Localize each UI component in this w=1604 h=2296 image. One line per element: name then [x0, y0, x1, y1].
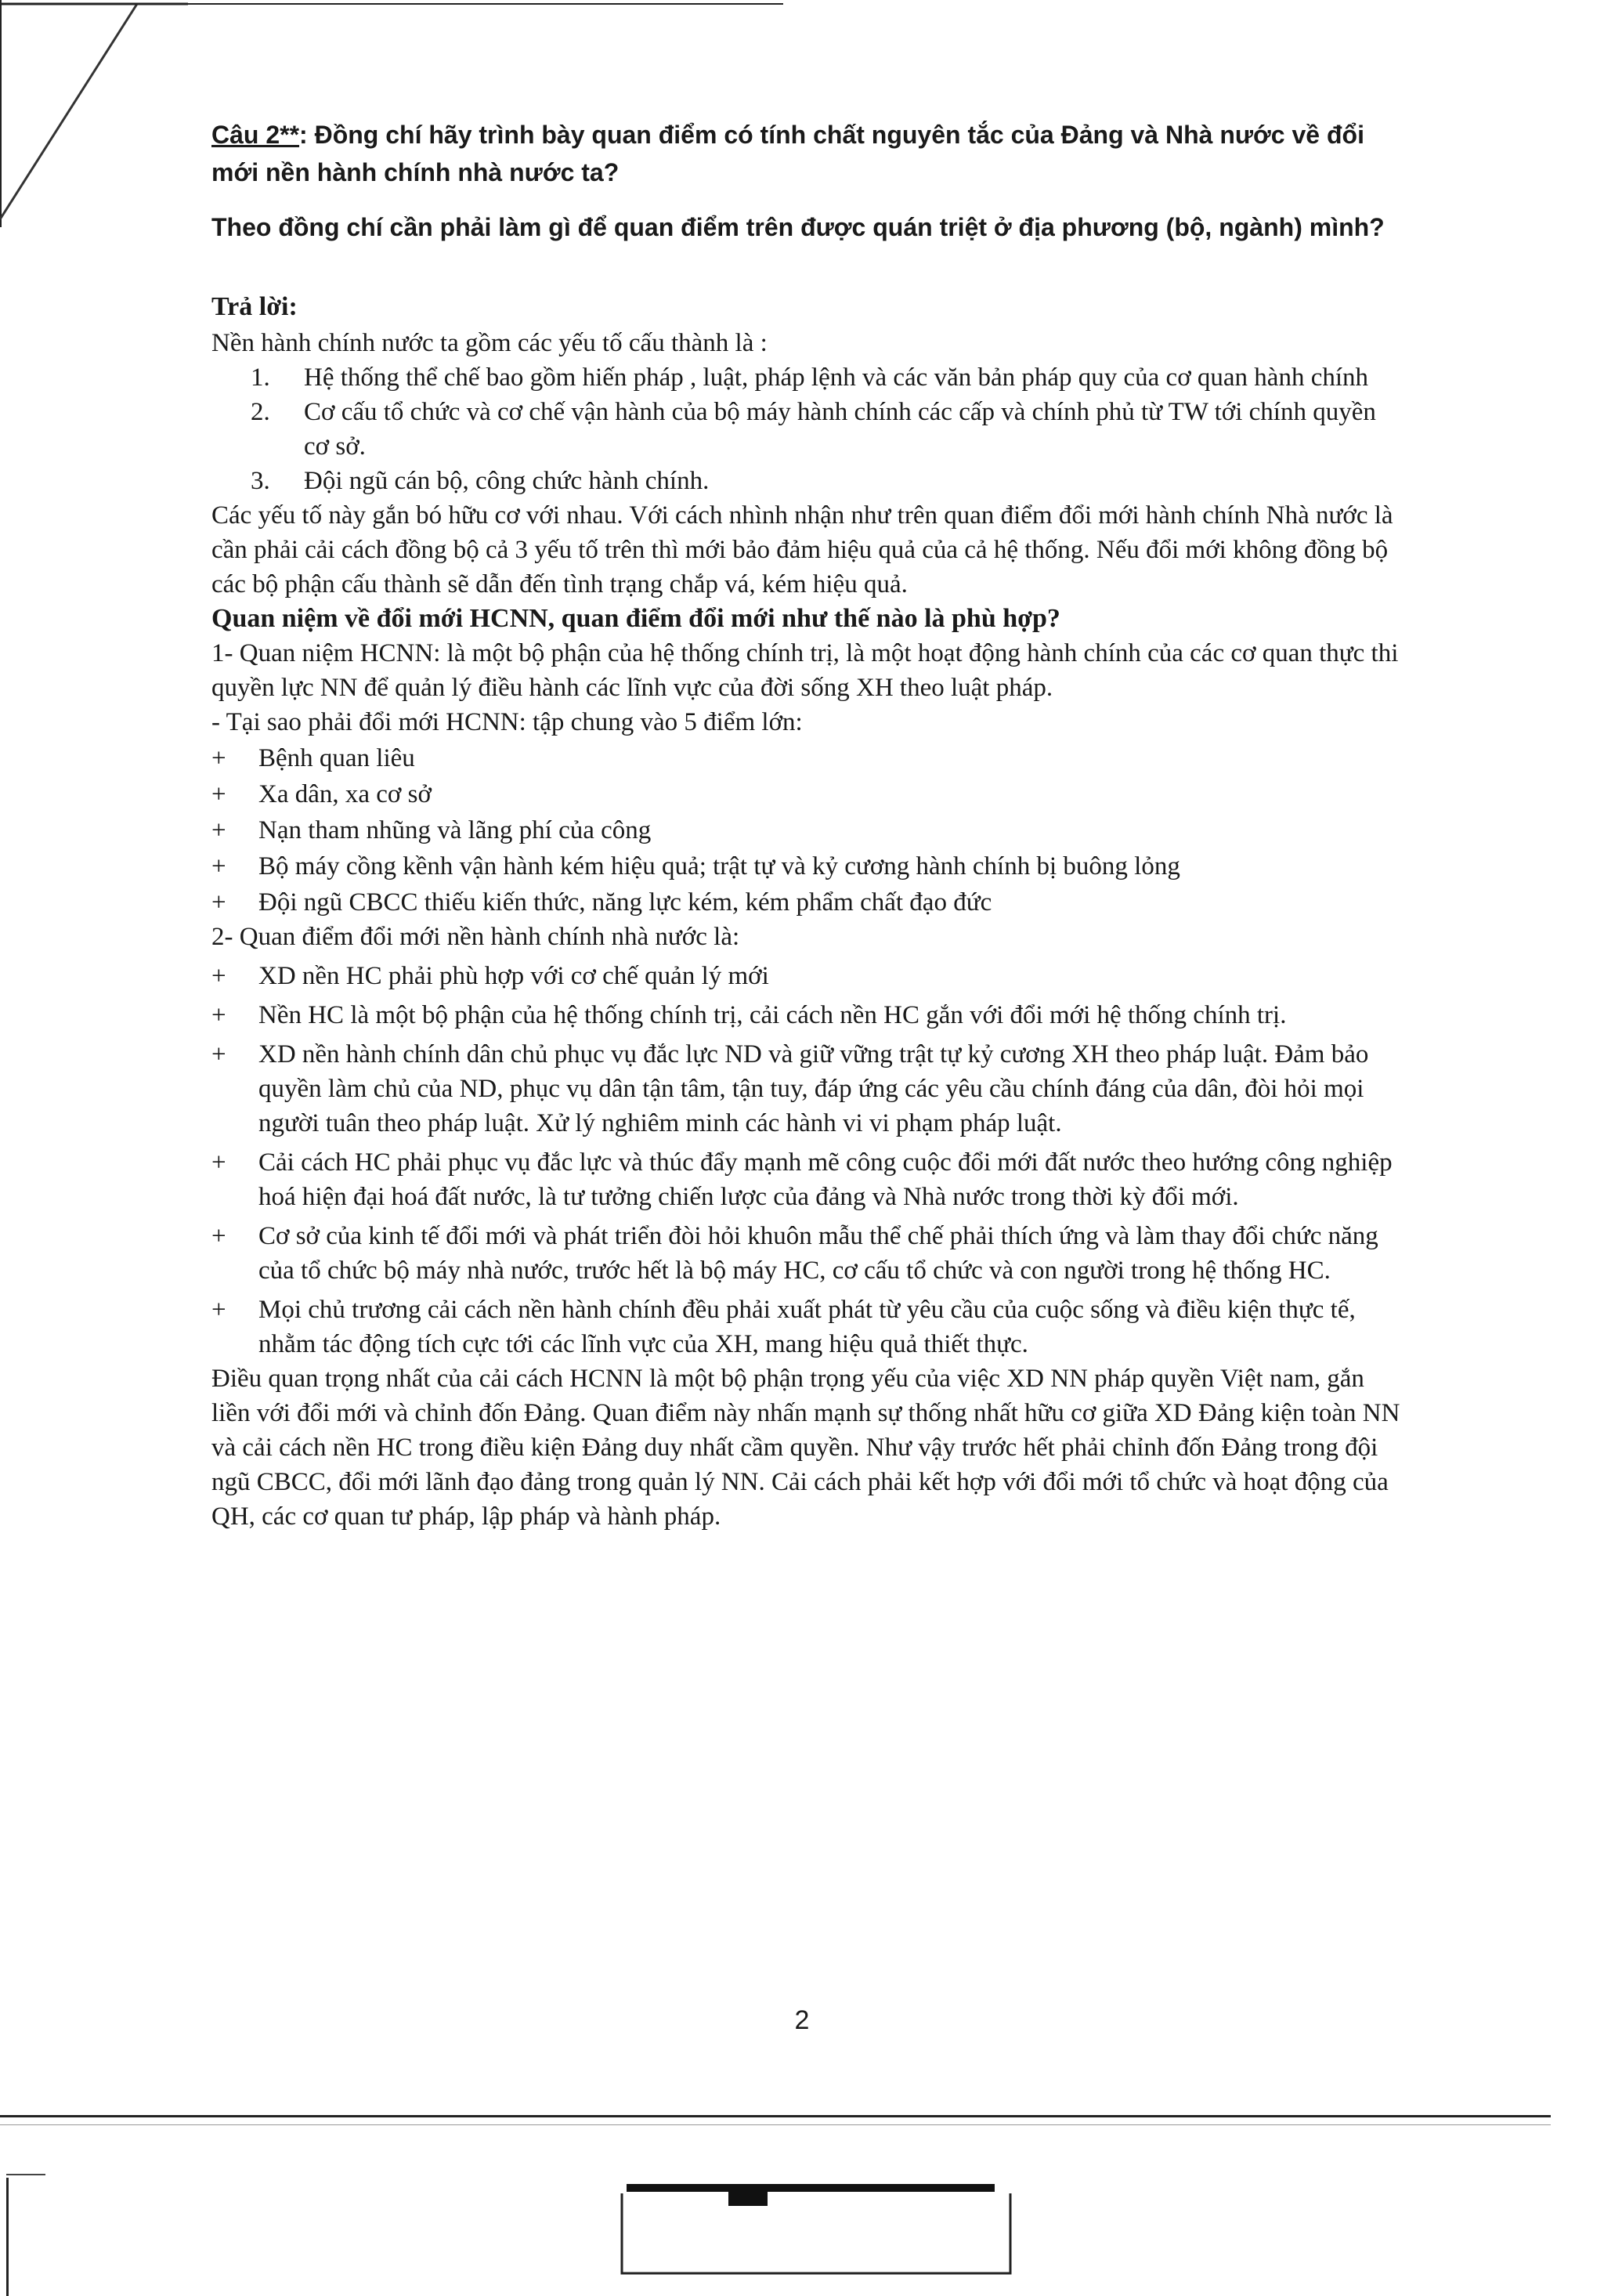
- question-label: Câu 2**: [211, 121, 300, 149]
- list-item: [211, 1037, 1406, 1141]
- component-list: [211, 360, 1406, 498]
- bottom-rule-faint: [0, 2124, 1551, 2125]
- list-text: Bệnh quan liêu: [258, 744, 415, 772]
- components-note: Các yếu tố này gắn bó hữu cơ với nhau. Với cách nhình nhận như trên quan điểm đổi mới hành chính Nhà nước là cần phải cải cách đồng bộ cả 3 yếu tố trên thì mới bảo đảm hiệu quả của cả hệ thống. Nếu đổi mới không đồng bộ các bộ phận cấu thành sẽ dẫn đến tình trạng chắp vá, kém hiệu quả.: [211, 501, 1393, 598]
- left-edge-mark-horizontal: [6, 2174, 45, 2175]
- list-item: [211, 849, 1406, 884]
- list-text: Cải cách HC phải phục vụ đắc lực và thúc đẩy mạnh mẽ công cuộc đổi mới đất nước theo hướng công nghiệp hoá hiện đại hoá đất nước, là tư tưởng chiến lược của đảng và Nhà nước trong thời kỳ đổi mới.: [258, 1148, 1393, 1211]
- why-intro: - Tại sao phải đổi mới HCNN: tập chung vào 5 điểm lớn:: [211, 708, 803, 736]
- conclusion-paragraph: Điều quan trọng nhất của cải cách HCNN là một bộ phận trọng yếu của việc XD NN pháp quyền Việt nam, gắn liền với đổi mới và chỉnh đốn Đảng. Quan điểm này nhấn mạnh sự thống nhất hữu cơ giữa XD Đảng kiện toàn NN và cải cách nền HC trong điều kiện Đảng duy nhất cầm quyền. Như vậy trước hết phải chỉnh đốn Đảng trong đội ngũ CBCC, đổi mới lãnh đạo đảng trong quản lý NN. Cải cách phải kết hợp với đổi mới tổ chức và hoạt động của QH, các cơ quan tư pháp, lập pháp và hành pháp.: [211, 1365, 1400, 1531]
- list-number: 2.: [251, 398, 270, 426]
- list-item: [211, 1145, 1406, 1214]
- list-item: [211, 959, 1406, 993]
- list-text: Cơ sở của kinh tế đổi mới và phát triển đòi hỏi khuôn mẫu thể chế phải thích ứng và làm thay đổi chức năng của tổ chức bộ máy nhà nước, trước hết là bộ máy HC, cơ cấu tổ chức và con người trong hệ thống HC.: [258, 1222, 1378, 1285]
- viewpoint-intro: 2- Quan điểm đổi mới nền hành chính nhà nước là:: [211, 923, 740, 951]
- document-page: [211, 116, 1406, 1534]
- list-text: Cơ cấu tổ chức và cơ chế vận hành của bộ máy hành chính các cấp và chính phủ từ TW tới chính quyền cơ sở.: [304, 398, 1376, 461]
- bullet-symbol: +: [211, 1296, 226, 1324]
- viewpoints-list: [211, 959, 1406, 1361]
- list-item: [211, 998, 1406, 1032]
- list-text: Hệ thống thể chế bao gồm hiến pháp , luật, pháp lệnh và các văn bản pháp quy của cơ quan hành chính: [304, 363, 1369, 392]
- bottom-rule: [0, 2115, 1551, 2117]
- list-item: [211, 395, 1406, 464]
- section-heading: Quan niệm về đổi mới HCNN, quan điểm đổi mới như thế nào là phù hợp?: [211, 604, 1060, 633]
- list-item: [211, 885, 1406, 920]
- list-text: Bộ máy cồng kềnh vận hành kém hiệu quả; trật tự và kỷ cương hành chính bị buông lỏng: [258, 852, 1180, 880]
- bullet-symbol: +: [211, 744, 226, 772]
- answer-intro: Nền hành chính nước ta gồm các yếu tố cấu thành là :: [211, 329, 768, 357]
- list-text: Đội ngũ CBCC thiếu kiến thức, năng lực kém, kém phẩm chất đạo đức: [258, 888, 992, 917]
- list-text: XD nền HC phải phù hợp với cơ chế quản lý mới: [258, 962, 769, 990]
- list-item: [211, 741, 1406, 776]
- list-item: [211, 813, 1406, 848]
- list-text: Mọi chủ trương cải cách nền hành chính đều phải xuất phát từ yêu cầu của cuộc sống và điều kiện thực tế, nhằm tác động tích cực tới các lĩnh vực của XH, mang hiệu quả thiết thực.: [258, 1296, 1356, 1358]
- list-item: [211, 777, 1406, 812]
- bullet-symbol: +: [211, 888, 226, 917]
- footer-bar-block: [728, 2186, 768, 2206]
- bullet-symbol: +: [211, 1148, 226, 1177]
- scan-corner-mark: [0, 0, 188, 235]
- bullet-symbol: +: [211, 1040, 226, 1068]
- bullet-symbol: +: [211, 816, 226, 844]
- bullet-symbol: +: [211, 852, 226, 880]
- why-points-list: [211, 741, 1406, 920]
- list-text: Nền HC là một bộ phận của hệ thống chính trị, cải cách nền HC gắn với đổi mới hệ thống chính trị.: [258, 1001, 1287, 1029]
- footer-box: [620, 2186, 1012, 2280]
- top-edge-rule: [117, 3, 783, 5]
- bullet-symbol: +: [211, 1001, 226, 1029]
- list-item: [211, 464, 1406, 498]
- list-number: 3.: [251, 467, 270, 495]
- list-number: 1.: [251, 363, 270, 392]
- list-text: Nạn tham nhũng và lãng phí của công: [258, 816, 652, 844]
- list-text: Xa dân, xa cơ sở: [258, 780, 432, 808]
- page-number: 2: [794, 2005, 810, 2035]
- left-edge-mark: [6, 2178, 9, 2296]
- footer-bar: [627, 2184, 995, 2192]
- list-text: XD nền hành chính dân chủ phục vụ đắc lực ND và giữ vững trật tự kỷ cương XH theo pháp luật. Đảm bảo quyền làm chủ của ND, phục vụ dân tận tâm, tận tuy, đáp ứng các yêu cầu chính đáng của dân, đòi hỏi mọi người tuân theo pháp luật. Xử lý nghiêm minh các hành vi vi phạm pháp luật.: [258, 1040, 1369, 1137]
- question-body: : Đồng chí hãy trình bày quan điểm có tính chất nguyên tắc của Đảng và Nhà nước về đổi mới nền hành chính nhà nước ta?: [211, 121, 1364, 186]
- list-item: [211, 1219, 1406, 1288]
- list-item: [211, 1293, 1406, 1361]
- question-followup: Theo đồng chí cần phải làm gì để quan điểm trên được quán triệt ở địa phương (bộ, ngành) mình?: [211, 213, 1385, 241]
- bullet-symbol: +: [211, 962, 226, 990]
- concept-paragraph: 1- Quan niệm HCNN: là một bộ phận của hệ thống chính trị, là một hoạt động hành chính của các cơ quan thực thi quyền lực NN để quản lý điều hành các lĩnh vực của đời sống XH theo luật pháp.: [211, 639, 1399, 702]
- bullet-symbol: +: [211, 780, 226, 808]
- list-text: Đội ngũ cán bộ, công chức hành chính.: [304, 467, 710, 495]
- list-item: [211, 360, 1406, 395]
- question-text: [211, 116, 1406, 191]
- bullet-symbol: +: [211, 1222, 226, 1250]
- answer-label: Trả lời:: [211, 292, 298, 321]
